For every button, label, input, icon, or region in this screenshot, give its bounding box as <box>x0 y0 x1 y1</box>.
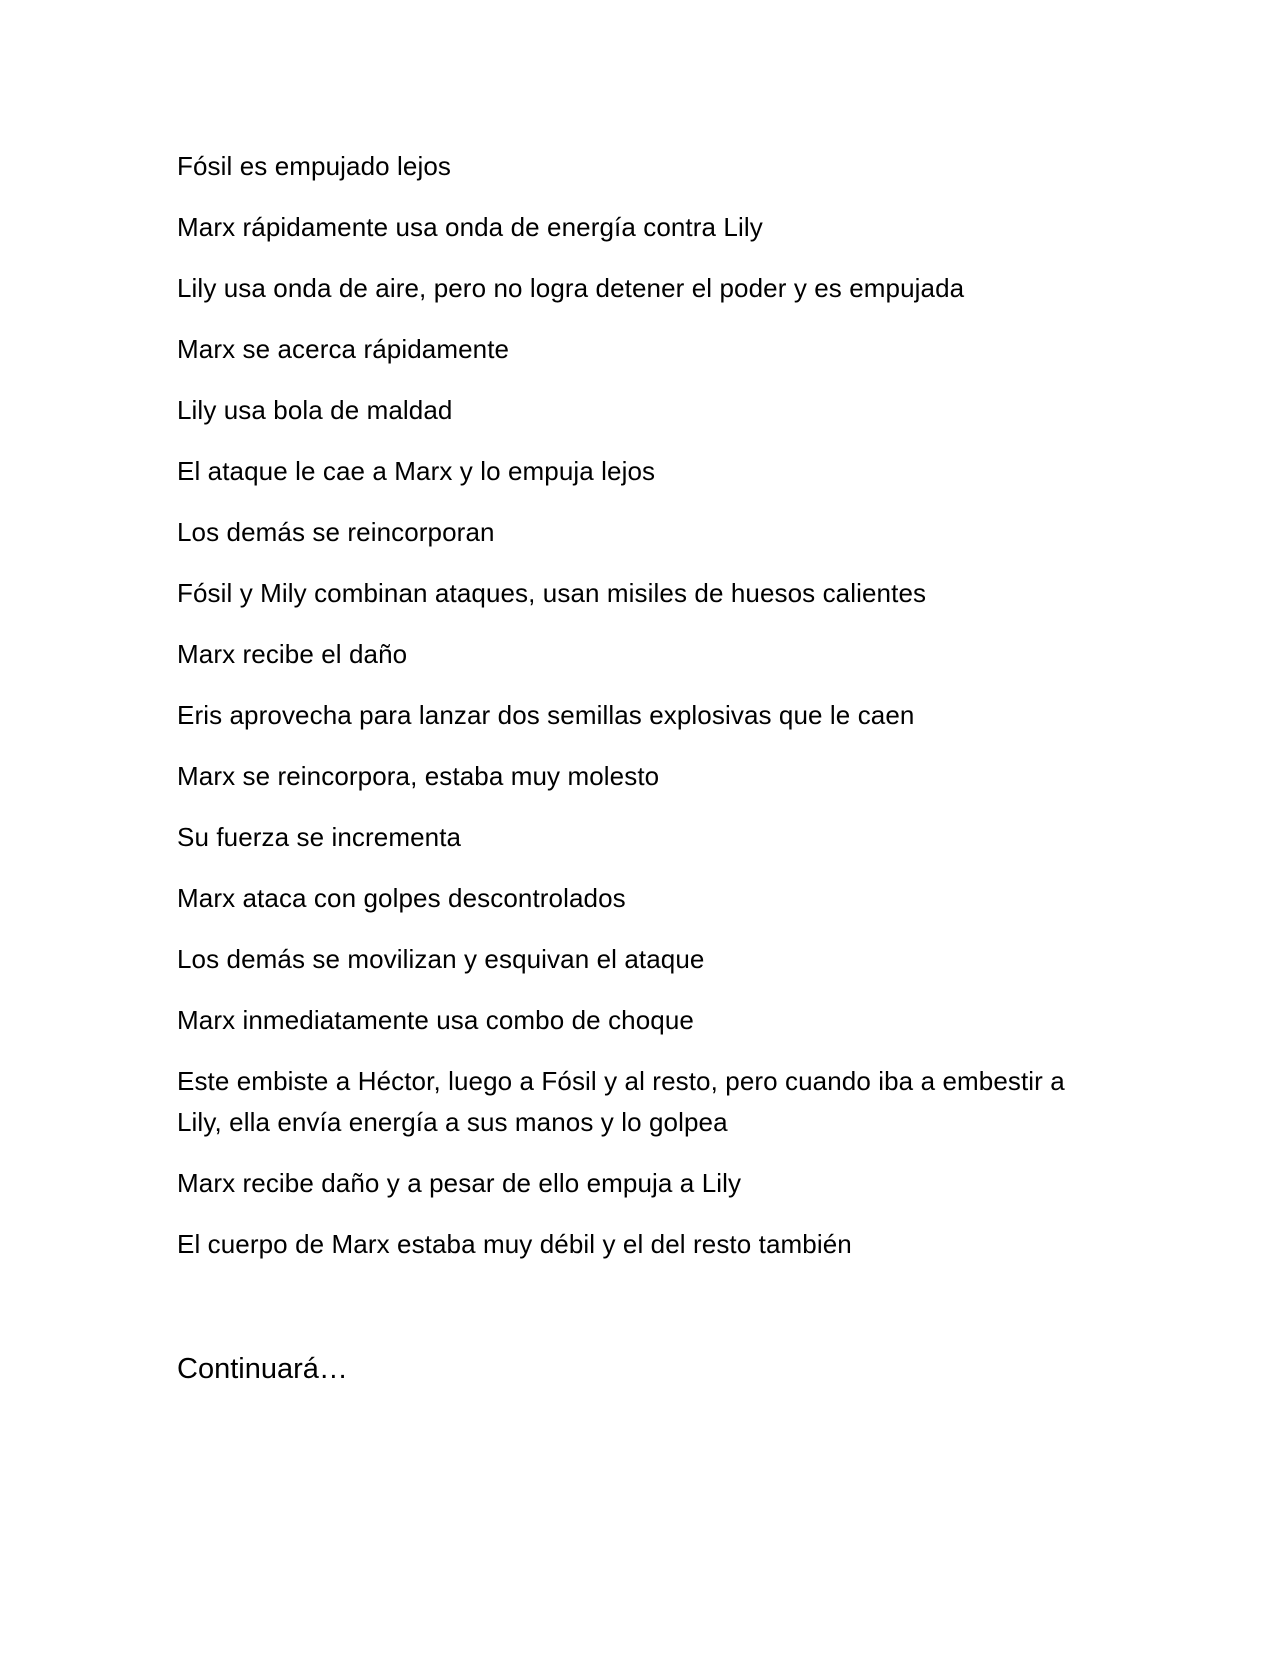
paragraph: Marx se reincorpora, estaba muy molesto <box>177 761 660 791</box>
paragraph: Marx rápidamente usa onda de energía contra Lily <box>177 212 763 242</box>
paragraph: Su fuerza se incrementa <box>177 822 462 852</box>
paragraph: Este embiste a Héctor, luego a Fósil y al resto, pero cuando iba a embestir a Lily, ella envía energía a sus manos y lo golpea <box>177 1066 1065 1137</box>
paragraph: Eris aprovecha para lanzar dos semillas explosivas que le caen <box>177 700 915 730</box>
paragraph: El ataque le cae a Marx y lo empuja lejos <box>177 456 656 486</box>
paragraph: Fósil es empujado lejos <box>177 151 451 181</box>
paragraph: Marx inmediatamente usa combo de choque <box>177 1005 694 1035</box>
paragraph: Marx recibe daño y a pesar de ello empuja a Lily <box>177 1168 742 1198</box>
paragraph: El cuerpo de Marx estaba muy débil y el del resto también <box>177 1229 852 1259</box>
paragraph: Marx se acerca rápidamente <box>177 334 510 364</box>
paragraph: Los demás se reincorporan <box>177 517 495 547</box>
document-body <box>177 146 1087 1390</box>
continuation-note: Continuará… <box>177 1353 348 1385</box>
paragraph: Lily usa onda de aire, pero no logra detener el poder y es empujada <box>177 273 965 303</box>
paragraph: Marx ataca con golpes descontrolados <box>177 883 626 913</box>
paragraph: Los demás se movilizan y esquivan el ataque <box>177 944 705 974</box>
paragraph: Fósil y Mily combinan ataques, usan misiles de huesos calientes <box>177 578 927 608</box>
paragraph: Lily usa bola de maldad <box>177 395 453 425</box>
paragraph: Marx recibe el daño <box>177 639 408 669</box>
